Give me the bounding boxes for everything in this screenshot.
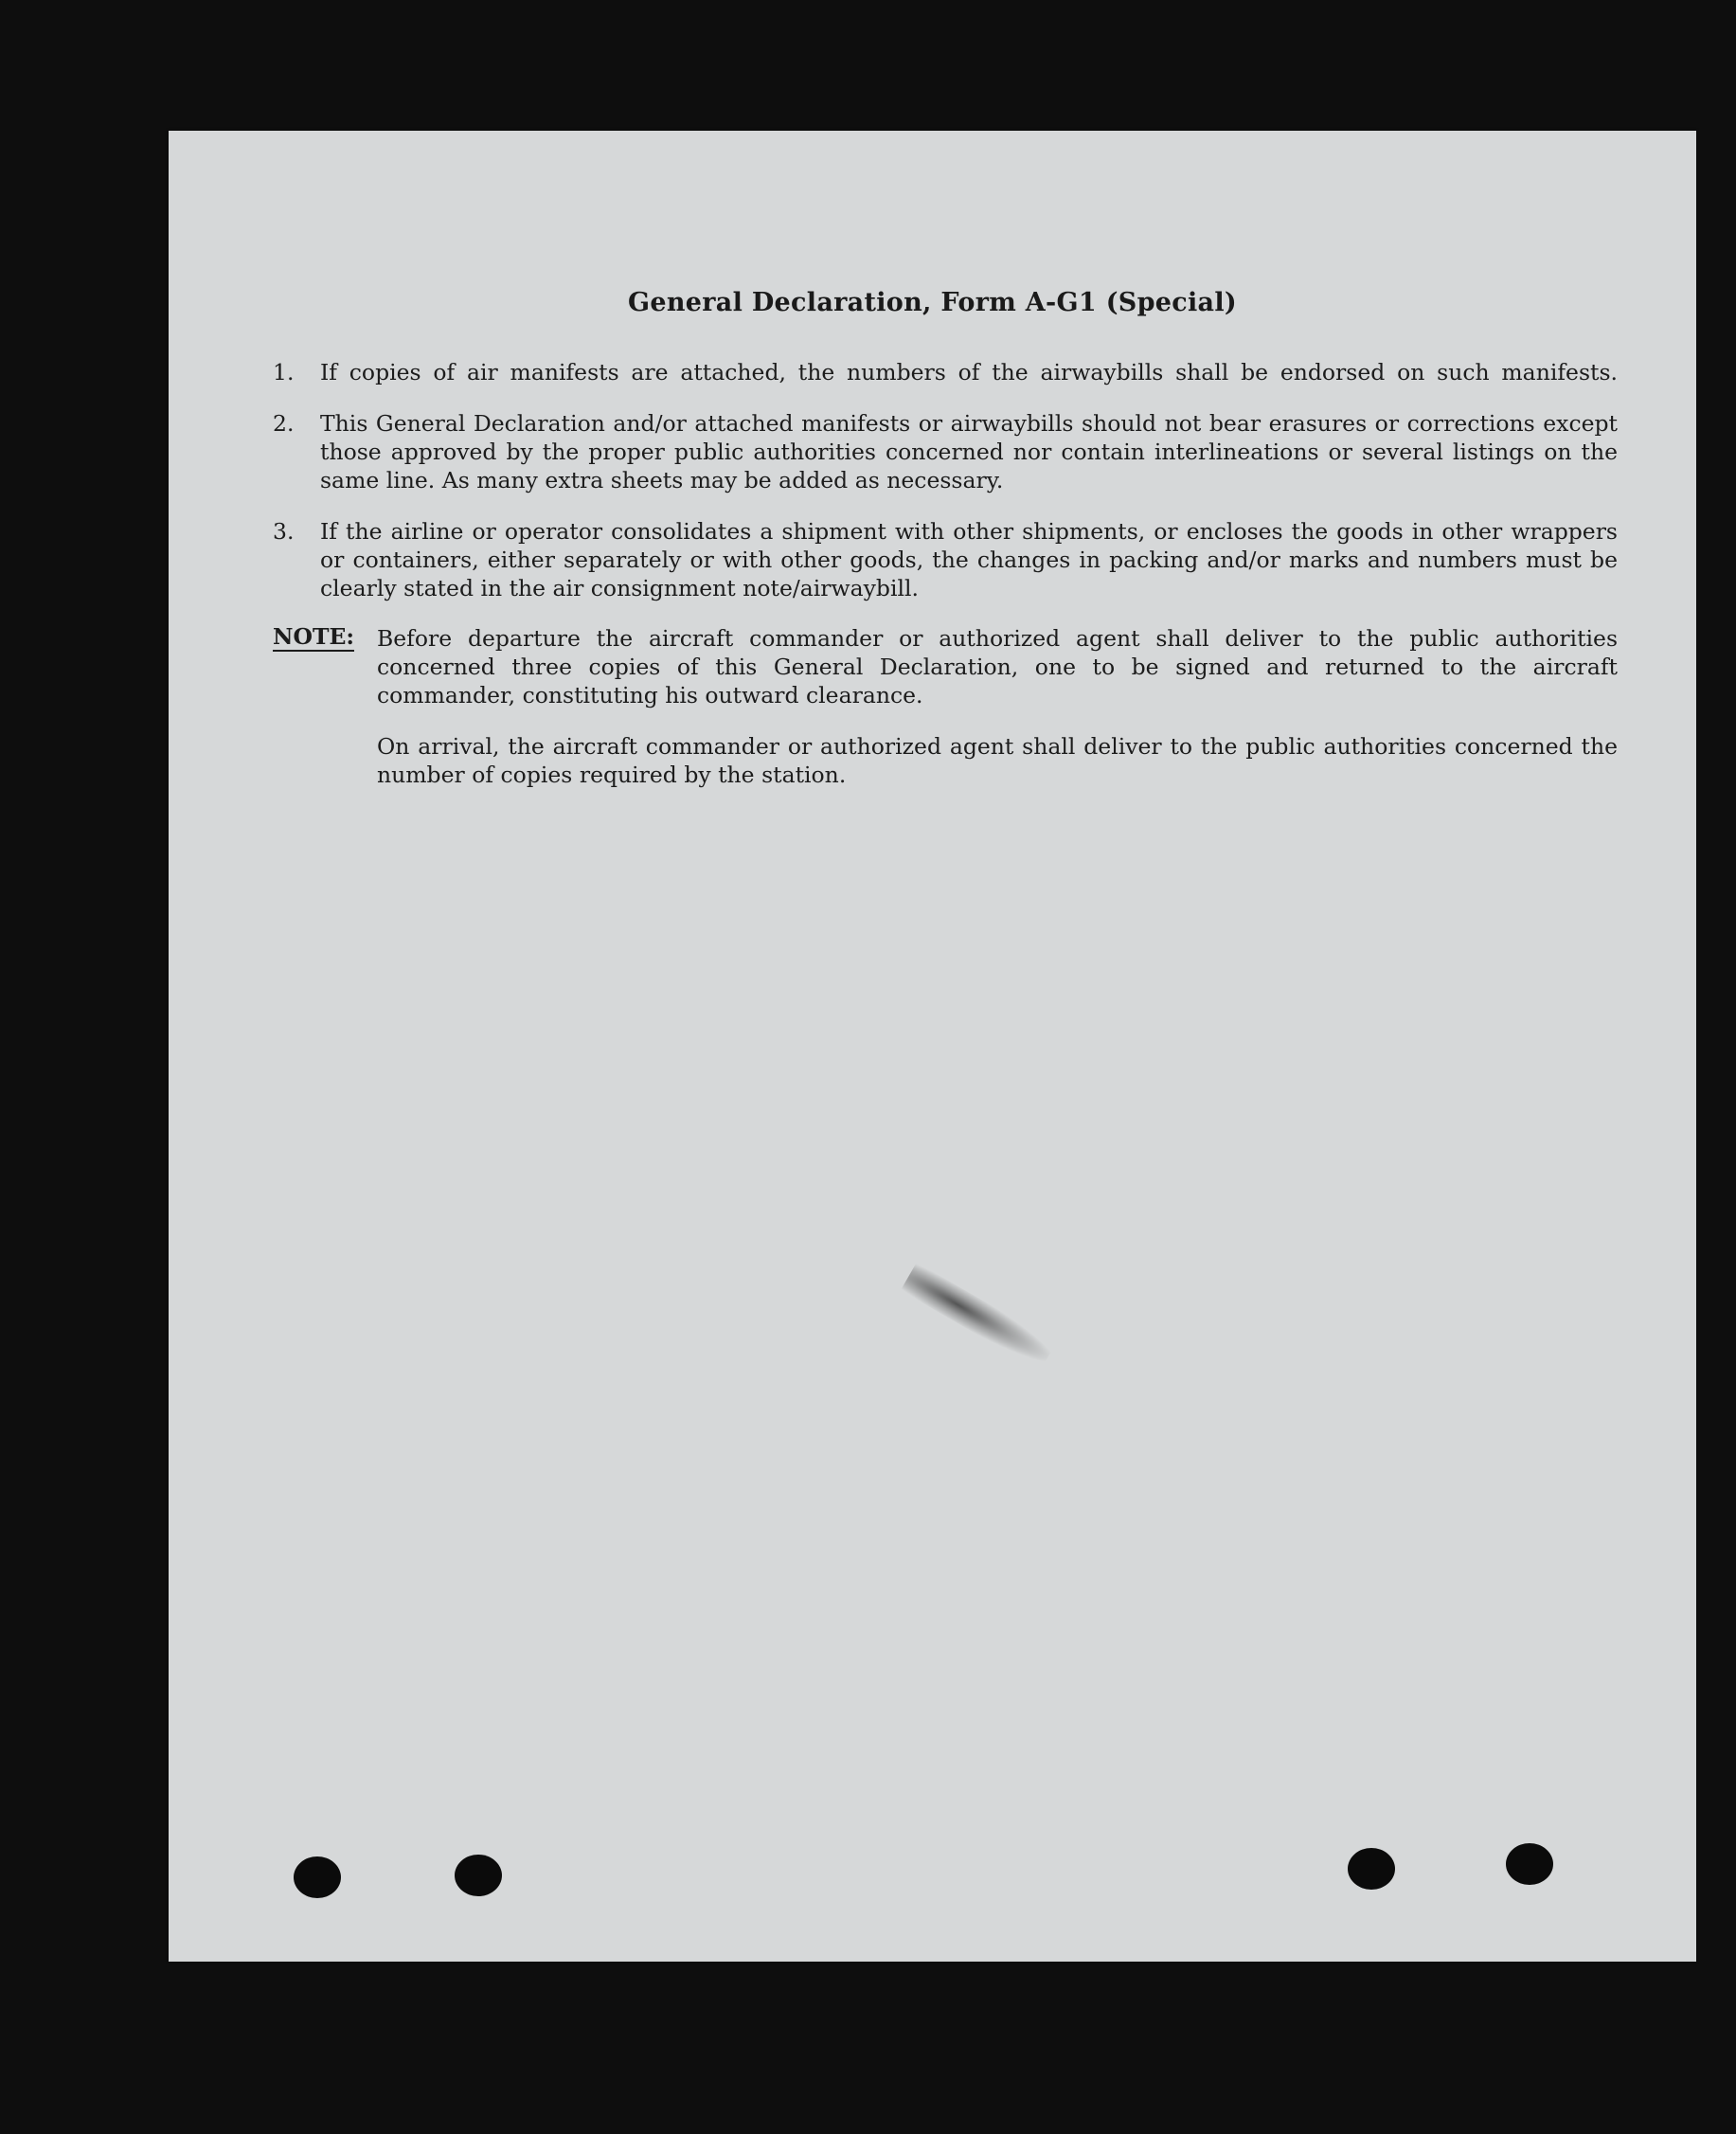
item-number: 2. bbox=[273, 410, 295, 437]
item-text: If copies of air manifests are attached, the numbers of the airwaybills shall be endorsed on such manifests. bbox=[320, 359, 1618, 386]
item-text: This General Declaration and/or attached manifests or airwaybills should not bear erasures or corrections except those approved by the proper public authorities concerned nor contain interlineations or several listings on the same line. As many extra sheets may be added as necessary. bbox=[320, 410, 1618, 493]
item-number: 3. bbox=[273, 518, 295, 545]
note-block bbox=[273, 624, 1618, 709]
list-item bbox=[273, 358, 1618, 386]
list-item bbox=[273, 517, 1618, 602]
punch-hole bbox=[294, 1856, 341, 1898]
arrival-paragraph: On arrival, the aircraft commander or authorized agent shall deliver to the public authorities concerned the number of copies required by the station. bbox=[377, 733, 1618, 788]
list-item bbox=[273, 409, 1618, 494]
document-page bbox=[169, 131, 1696, 1962]
document-title: General Declaration, Form A-G1 (Special) bbox=[628, 288, 1237, 317]
punch-hole bbox=[1348, 1848, 1395, 1890]
ink-smudge bbox=[901, 1263, 1056, 1371]
note-text: Before departure the aircraft commander or authorized agent shall deliver to the public authorities concerned three copies of this General Declaration, one to be signed and returned to the aircraft commander, constituting his outward clearance. bbox=[377, 625, 1618, 708]
item-number: 1. bbox=[273, 359, 295, 386]
punch-hole bbox=[1506, 1843, 1553, 1885]
item-text: If the airline or operator consolidates a shipment with other shipments, or encloses the goods in other wrappers or containers, either separately or with other goods, the changes in packing and/or marks and numbers must be clearly stated in the air consignment note/airwaybill. bbox=[320, 518, 1618, 601]
note-label: NOTE: bbox=[273, 623, 355, 650]
punch-hole bbox=[455, 1855, 502, 1896]
